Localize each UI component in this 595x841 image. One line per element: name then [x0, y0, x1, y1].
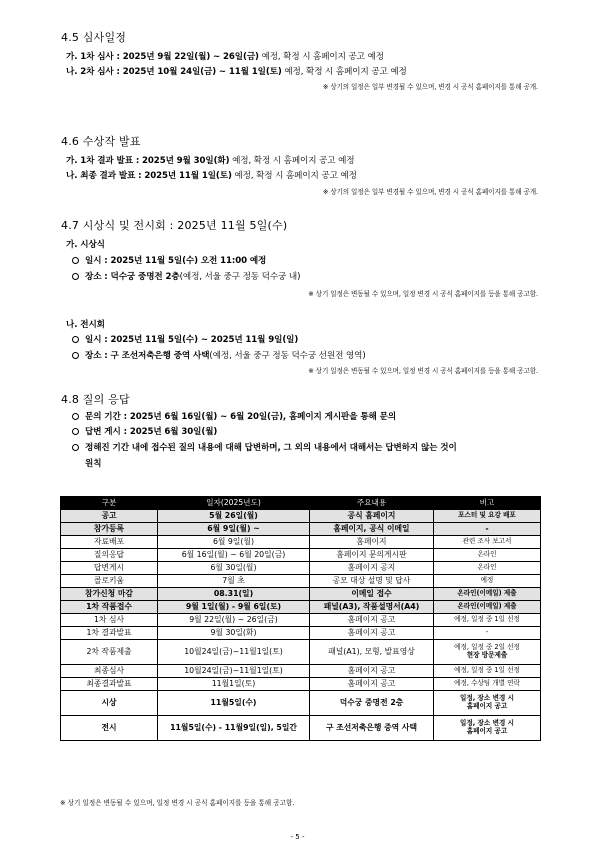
qna-policy-cont: 원칙: [85, 459, 102, 469]
exhibition-place-detail: (예정, 서울 중구 정동 덕수궁 선원전 영역): [209, 351, 366, 361]
table-row: [61, 691, 541, 716]
review-second-date: 나. 2차 심사 : 2025년 10월 24일(금) ~ 11월 1일(토): [66, 67, 282, 77]
header-content: 주요내용: [310, 497, 434, 510]
announce-final-date: 나. 최종 결과 발표 : 2025년 11월 1일(토): [66, 171, 232, 181]
table-cell: 예정, 수상팀 개별 연락: [434, 678, 541, 691]
section-title-ceremony-exhibition: 4.7 시상식 및 전시회 : 2025년 11월 5일(수): [61, 219, 288, 232]
table-row: [61, 536, 541, 549]
table-cell: 9월 1일(월) - 9월 6일(토): [158, 601, 310, 614]
remark-line: 홈페이지 공고: [466, 727, 508, 735]
table-cell: 6월 9일(월): [158, 536, 310, 549]
table-row: [61, 510, 541, 523]
table-cell: 10월24일(금)~11월1일(토): [158, 640, 310, 665]
table-cell: 홈페이지 공고: [310, 627, 434, 640]
exhibition-heading: 나. 전시회: [66, 320, 105, 330]
ceremony-date-text: 일시 : 2025년 11월 5일(수) 오전 11:00 예정: [85, 256, 267, 266]
table-row: [61, 562, 541, 575]
circle-bullet-icon: [72, 352, 79, 359]
exhibition-place-name: 장소 : 구 조선저축은행 중역 사택: [85, 351, 210, 361]
table-cell: 6월 9일(월) ~: [158, 523, 310, 536]
table-cell: 9월 30일(화): [158, 627, 310, 640]
qna-policy-text: 정해진 기간 내에 접수된 질의 내용에 대해 답변하며, 그 외의 내용에서 대해서는 답변하지 않는 것이: [85, 443, 457, 453]
table-row: [61, 523, 541, 536]
table-cell: 최종심사: [61, 665, 158, 678]
exhibition-date-text: 일시 : 2025년 11월 5일(수) ~ 2025년 11월 9일(일): [85, 335, 299, 345]
table-cell: -: [434, 523, 541, 536]
table-cell: 전시: [61, 716, 158, 741]
table-cell: 콜로키움: [61, 575, 158, 588]
ceremony-date: [72, 254, 266, 266]
review-second-line: [66, 65, 407, 77]
table-cell: 9월 22일(월) ~ 26일(금): [158, 614, 310, 627]
table-cell: 2차 작품제출: [61, 640, 158, 665]
ceremony-note: ※ 상기 일정은 변동될 수 있으며, 일정 변경 시 공식 홈페이지를 등을 통해 공고함.: [308, 290, 538, 298]
table-cell: 온라인(이메일) 제출: [434, 588, 541, 601]
table-cell: 홈페이지 공고: [310, 678, 434, 691]
table-cell: 덕수궁 중명전 2층: [310, 691, 434, 716]
exhibition-note: ※ 상기 일정은 변동될 수 있으며, 일정 변경 시 공식 홈페이지를 등을 통해 공고함.: [308, 367, 538, 375]
table-row: [61, 678, 541, 691]
table-cell: 참가등록: [61, 523, 158, 536]
circle-bullet-icon: [72, 257, 79, 264]
circle-bullet-icon: [72, 273, 79, 280]
qna-period: [72, 410, 396, 422]
table-cell: 10월24일(금)~11월1일(토): [158, 665, 310, 678]
section-title-qna: 4.8 질의 응답: [61, 393, 130, 406]
table-row: [61, 575, 541, 588]
table-cell: 11월5일(수) - 11월9일(일), 5일간: [158, 716, 310, 741]
circle-bullet-icon: [72, 444, 79, 451]
table-cell: 공식 홈페이지: [310, 510, 434, 523]
table-cell: 온라인(이메일) 제출: [434, 601, 541, 614]
table-cell: 관련 조사 보고서: [434, 536, 541, 549]
table-cell: -: [434, 627, 541, 640]
circle-bullet-icon: [72, 336, 79, 343]
page-number: - 5 -: [290, 833, 305, 841]
announce-first-date: 가. 1차 결과 발표 : 2025년 9월 30일(화): [66, 156, 230, 166]
table-row: [61, 640, 541, 665]
table-cell: 홈페이지 공고: [310, 614, 434, 627]
header-remark: 비고: [434, 497, 541, 510]
qna-answer-text: 답변 게시 : 2025년 6월 30일(월): [85, 427, 218, 437]
ceremony-place-name: 장소 : 덕수궁 중명전 2층: [85, 272, 180, 282]
table-row: [61, 588, 541, 601]
section-title-review-schedule: 4.5 심사일정: [61, 31, 127, 44]
review-first-line: [66, 50, 384, 62]
table-cell: 포스터 및 요강 배포: [434, 510, 541, 523]
ceremony-place-detail: (예정, 서울 중구 정동 덕수궁 내): [179, 272, 301, 282]
table-cell: 6월 30일(월): [158, 562, 310, 575]
header-category: 구분: [61, 497, 158, 510]
table-cell: 패널(A3), 작품설명서(A4): [310, 601, 434, 614]
table-cell: 1차 작품접수: [61, 601, 158, 614]
table-cell: 예정: [434, 575, 541, 588]
table-cell: 08.31(일): [158, 588, 310, 601]
review-first-date: 가. 1차 심사 : 2025년 9월 22일(월) ~ 26일(금): [66, 52, 259, 62]
header-date: 일자(2025년도): [158, 497, 310, 510]
table-cell: 답변게시: [61, 562, 158, 575]
table-cell: [434, 691, 541, 716]
table-cell: 홈페이지 공고: [310, 665, 434, 678]
table-cell: 홈페이지: [310, 536, 434, 549]
announce-note: ※ 상기의 일정은 일부 변경될 수 있으며, 변경 시 공식 홈페이지를 통해 공개.: [322, 188, 538, 196]
section-title-award-announcement: 4.6 수상작 발표: [61, 135, 141, 148]
table-cell: 온라인: [434, 549, 541, 562]
table-cell: 질의응답: [61, 549, 158, 562]
exhibition-date: [72, 333, 298, 345]
table-cell: 예정, 일정 중 1일 선정: [434, 614, 541, 627]
ceremony-heading: 가. 시상식: [66, 240, 105, 250]
remark-line: 일정, 장소 변경 시: [460, 694, 514, 703]
table-row: [61, 601, 541, 614]
table-cell: 예정, 일정 중 1일 선정: [434, 665, 541, 678]
table-cell: 온라인: [434, 562, 541, 575]
table-cell: 11월5일(수): [158, 691, 310, 716]
table-cell: [434, 716, 541, 741]
qna-period-text: 문의 기간 : 2025년 6월 16일(월) ~ 6월 20일(금), 홈페이지 게시판을 통해 문의: [85, 412, 397, 422]
table-cell: 홈페이지, 공식 이메일: [310, 523, 434, 536]
review-note: ※ 상기의 일정은 일부 변경될 수 있으며, 변경 시 공식 홈페이지를 통해 공개.: [322, 83, 538, 91]
table-cell: [434, 640, 541, 665]
table-cell: 공고: [61, 510, 158, 523]
ceremony-place: [72, 270, 300, 282]
review-second-detail: 예정, 확정 시 홈페이지 공고 예정: [281, 67, 407, 77]
table-cell: 1차 결과발표: [61, 627, 158, 640]
table-cell: 시상: [61, 691, 158, 716]
announce-final-detail: 예정, 확정 시 홈페이지 공고 예정: [231, 171, 357, 181]
table-cell: 패널(A1), 모형, 발표영상: [310, 640, 434, 665]
announce-first-detail: 예정, 확정 시 홈페이지 공고 예정: [229, 156, 355, 166]
table-row: [61, 627, 541, 640]
table-row: [61, 549, 541, 562]
table-cell: 6월 16일(월) ~ 6월 20일(금): [158, 549, 310, 562]
remark-line: 예정, 일정 중 2일 선정: [454, 643, 520, 652]
table-row: [61, 665, 541, 678]
table-cell: 홈페이지 공지: [310, 562, 434, 575]
qna-answer: [72, 425, 217, 437]
table-cell: 1차 심사: [61, 614, 158, 627]
table-cell: 5월 26일(월): [158, 510, 310, 523]
circle-bullet-icon: [72, 428, 79, 435]
remark-line: 홈페이지 공고: [466, 702, 508, 710]
qna-policy: [72, 441, 457, 453]
table-cell: 참가신청 마감: [61, 588, 158, 601]
table-cell: 자료배포: [61, 536, 158, 549]
table-footnote: ※ 상기 일정은 변동될 수 있으며, 일정 변경 시 공식 홈페이지를 등을 통해 공고함.: [60, 799, 295, 807]
announce-final-line: [66, 169, 357, 181]
table-cell: 홈페이지 문의게시판: [310, 549, 434, 562]
remark-line-bold: 현장 방문제출: [466, 651, 508, 659]
table-row: [61, 614, 541, 627]
remark-line: 일정, 장소 변경 시: [460, 719, 514, 728]
table-cell: 11월1일(토): [158, 678, 310, 691]
circle-bullet-icon: [72, 413, 79, 420]
exhibition-place: [72, 349, 366, 361]
table-cell: 공모 대상 설명 및 답사: [310, 575, 434, 588]
table-cell: 7월 초: [158, 575, 310, 588]
announce-first-line: [66, 154, 355, 166]
schedule-table: [60, 496, 541, 741]
table-row: [61, 716, 541, 741]
review-first-detail: 예정, 확정 시 홈페이지 공고 예정: [258, 52, 384, 62]
table-cell: 이메일 접수: [310, 588, 434, 601]
table-cell: 최종결과발표: [61, 678, 158, 691]
table-cell: 구 조선저축은행 중역 사택: [310, 716, 434, 741]
table-header-row: [61, 497, 541, 510]
